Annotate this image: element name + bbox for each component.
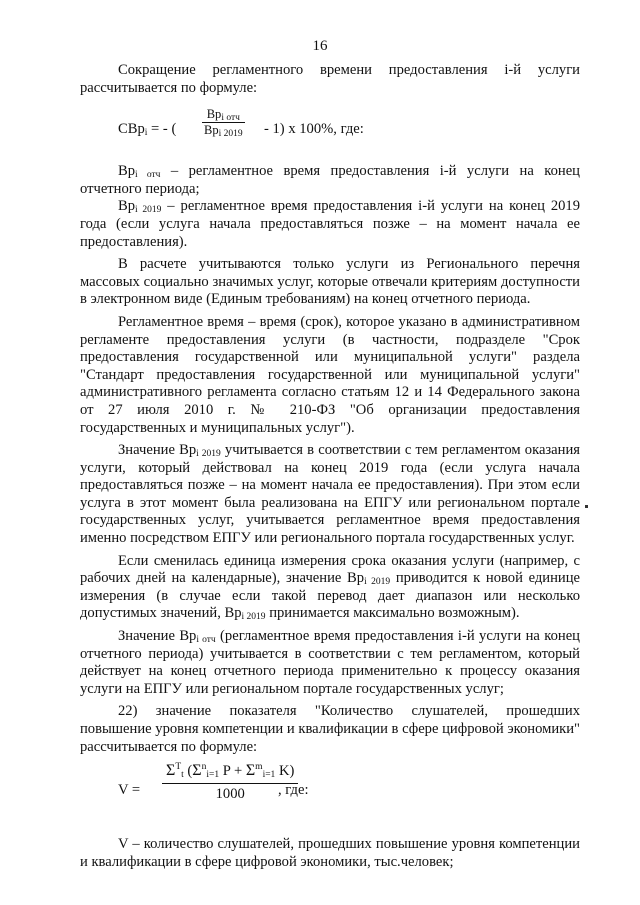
formula2-denominator: 1000 <box>215 785 245 802</box>
paragraph-unit-change: Если сменилась единица измерения срока оказания услуги (например, с рабочих дней на календарные), значение $Вр_{i 2019}$ приводится к новой единице измерения (в случае если такой перевод дает диапазон или несколько допустимых значений, $Вр_{i 2019}$ принимается максимально возможным). <box>80 552 581 623</box>
formula-lhs-sub: i <box>144 128 148 139</box>
formula-lhs: СВр <box>118 121 145 138</box>
formula-listeners-count <box>118 762 580 820</box>
paragraph-item-22: 22) значение показателя "Количество слушателей, прошедших повышение уровня компетенции и квалификации в сфере цифровой экономики" рассчитывается по формуле: <box>80 703 580 755</box>
definition-v: V – количество слушателей, прошедших повышение уровня компетенции и квалификации в сфере цифровой экономики, тыс.человек; <box>80 836 580 870</box>
paragraph-value-2019: Значение $Вр_{i 2019}$ учитывается в соответствии с тем регламентом оказания услуги, который действовал на конец 2019 года (если услуга начала предоставляться позже – на момент начала ее предоставления). При этом если услуга в этот момент была реализована на ЕПГУ или региональном портале государственных услуг, учитывается регламентное время предоставления именно посредством ЕПГУ или регионального портала государственных услуг. <box>80 442 580 547</box>
formula-tail: - 1) х 100%, где: <box>264 121 364 138</box>
paragraph-value-otch: Значение $Вр_{i отч}$ (регламентное время предоставления i-й услуги на конец отчетного периода) учитывается в соответствии с тем регламентом, который действует на конец отчетного периода применительно к процессу оказания услуги на ЕПГУ или региональном портале государственных услуг; <box>80 628 580 697</box>
fraction-denominator: Вр <box>204 123 219 138</box>
fraction-numerator: Вр <box>206 107 222 122</box>
definition-vr-2019: $Вр_{i 2019}$ – регламентное время предоставления i-й услуги на конец 2019 года (если услуга начала предоставляться позже – на момент начала ее предоставления). <box>80 198 581 250</box>
paragraph-regulated-time: Регламентное время – время (срок), которое указано в административном регламенте предоставления услуги (в частности, подразделе "Срок предоставления государственной или муниципальной услуги" раздела "Стандарт предоставления государственной или муниципальной услуги" административного регламента согласно статьям 12 и 14 Федерального закона от 27 июля 2010 г. № 210-ФЗ "Об организации предоставления государственных и муниципальных услуг"). <box>80 313 580 436</box>
paragraph-intro: Сокращение регламентного времени предоставления i-й услуги рассчитывается по формуле: <box>80 62 580 96</box>
definition-vr-otch: $Вр_{i отч}$ – регламентное время предоставления i-й услуги на конец отчетного периода; <box>80 163 580 197</box>
page-number: 16 <box>312 38 328 54</box>
formula-fraction <box>202 107 245 138</box>
formula-service-time-reduction <box>118 107 580 151</box>
document-body <box>80 62 580 871</box>
formula2-lhs: V = <box>118 782 141 799</box>
formula2-tail: , где: <box>278 782 309 799</box>
formula2-numerator: $\Sigma^T_t$ ($\Sigma^n_{i=1}$ $P + \Sigma^m_{i=1}$ K) <box>162 762 298 784</box>
formula-eq-open: = - ( <box>147 121 177 138</box>
paragraph-regional-list: В расчете учитываются только услуги из Регионального перечня массовых социально значимых услуг, которые отвечали критериям доступности в электронном виде (Единым требованиям) на конец отчетного периода. <box>80 256 580 308</box>
scan-mark <box>585 505 588 508</box>
fraction-denominator-sub: i 2019 <box>218 129 243 140</box>
fraction-numerator-sub: i отч <box>221 113 240 124</box>
